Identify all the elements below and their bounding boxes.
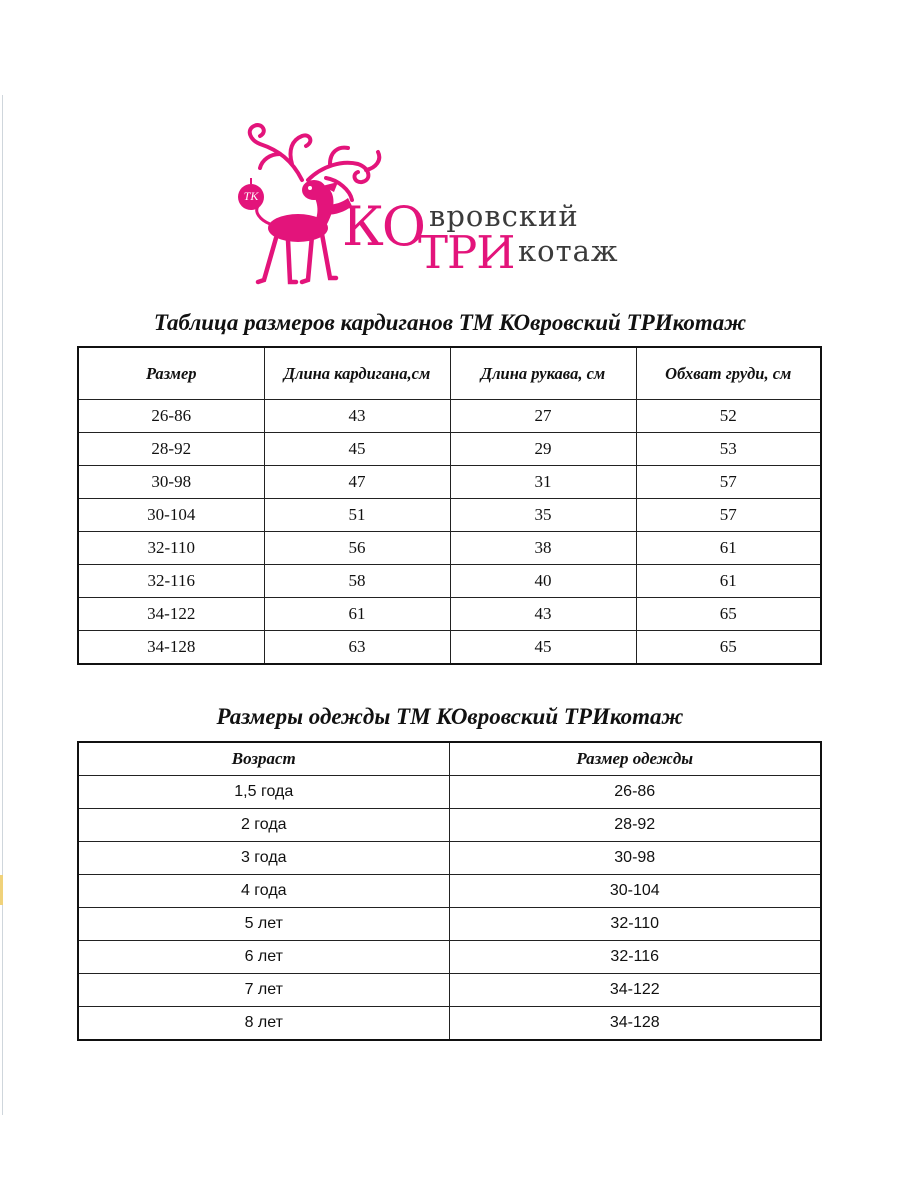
- table-row: [78, 842, 821, 875]
- cell-clothing-size: 30-104: [449, 875, 821, 908]
- cell-age: 3 года: [78, 842, 449, 875]
- cell-sleeve-length: 31: [450, 466, 636, 499]
- cardigan-size-table: [77, 346, 822, 665]
- header-size: Размер: [78, 347, 264, 400]
- cell-size: 32-110: [78, 532, 264, 565]
- cell-cardigan-length: 43: [264, 400, 450, 433]
- cell-clothing-size: 34-122: [449, 974, 821, 1007]
- clothing-table-title: Размеры одежды ТМ КОвровский ТРИкотаж: [216, 704, 684, 729]
- table-header-row: [78, 347, 821, 400]
- cell-sleeve-length: 45: [450, 631, 636, 665]
- table-row: [78, 499, 821, 532]
- cell-sleeve-length: 40: [450, 565, 636, 598]
- logo-word-ko: КО: [342, 195, 425, 258]
- header-sleeve-length: Длина рукава, см: [450, 347, 636, 400]
- table-row: [78, 400, 821, 433]
- table-row: [78, 1007, 821, 1041]
- cell-age: 8 лет: [78, 1007, 449, 1041]
- table-row: [78, 941, 821, 974]
- cell-size: 30-98: [78, 466, 264, 499]
- cell-clothing-size: 26-86: [449, 776, 821, 809]
- cell-cardigan-length: 47: [264, 466, 450, 499]
- cell-chest-girth: 57: [636, 499, 821, 532]
- logo-word-kotazh: котаж: [518, 234, 619, 268]
- header-age: Возраст: [78, 742, 449, 776]
- table-row: [78, 466, 821, 499]
- table-row: [78, 565, 821, 598]
- cell-chest-girth: 57: [636, 466, 821, 499]
- cell-size: 28-92: [78, 433, 264, 466]
- cell-age: 5 лет: [78, 908, 449, 941]
- cell-sleeve-length: 27: [450, 400, 636, 433]
- cell-chest-girth: 53: [636, 433, 821, 466]
- table-row: [78, 532, 821, 565]
- cell-clothing-size: 32-110: [449, 908, 821, 941]
- cell-sleeve-length: 29: [450, 433, 636, 466]
- cell-chest-girth: 52: [636, 400, 821, 433]
- cell-chest-girth: 61: [636, 532, 821, 565]
- cell-cardigan-length: 51: [264, 499, 450, 532]
- cell-size: 32-116: [78, 565, 264, 598]
- header-clothing-size: Размер одежды: [449, 742, 821, 776]
- table-row: [78, 809, 821, 842]
- logo-badge-letter: ТК: [243, 189, 259, 203]
- cell-cardigan-length: 45: [264, 433, 450, 466]
- table-row: [78, 433, 821, 466]
- cell-age: 2 года: [78, 809, 449, 842]
- cell-size: 26-86: [78, 400, 264, 433]
- cell-chest-girth: 65: [636, 631, 821, 665]
- cell-clothing-size: 30-98: [449, 842, 821, 875]
- table-row: [78, 875, 821, 908]
- logo-word-tri: ТРИ: [418, 226, 515, 279]
- cell-size: 34-122: [78, 598, 264, 631]
- cell-clothing-size: 28-92: [449, 809, 821, 842]
- cell-cardigan-length: 56: [264, 532, 450, 565]
- cell-age: 1,5 года: [78, 776, 449, 809]
- table-row: [78, 908, 821, 941]
- cardigan-table-title: Таблица размеров кардиганов ТМ КОвровский ТРИкотаж: [153, 310, 747, 335]
- table-row: [78, 631, 821, 665]
- header-cardigan-length: Длина кардигана,см: [264, 347, 450, 400]
- cell-age: 6 лет: [78, 941, 449, 974]
- cell-cardigan-length: 61: [264, 598, 450, 631]
- page-edge-mark: [0, 875, 3, 905]
- cell-age: 4 года: [78, 875, 449, 908]
- cell-sleeve-length: 35: [450, 499, 636, 532]
- cell-sleeve-length: 43: [450, 598, 636, 631]
- table-row: [78, 776, 821, 809]
- cell-size: 34-128: [78, 631, 264, 665]
- table-row: [78, 598, 821, 631]
- cell-cardigan-length: 63: [264, 631, 450, 665]
- clothing-size-table: [77, 741, 822, 1041]
- table-header-row: [78, 742, 821, 776]
- brand-logo: [230, 120, 670, 290]
- cell-clothing-size: 34-128: [449, 1007, 821, 1041]
- header-chest-girth: Обхват груди, см: [636, 347, 821, 400]
- cell-chest-girth: 65: [636, 598, 821, 631]
- cell-clothing-size: 32-116: [449, 941, 821, 974]
- logo-word-rovsky: вровский: [429, 199, 579, 233]
- cell-age: 7 лет: [78, 974, 449, 1007]
- page-edge-line: [2, 95, 3, 1115]
- table-row: [78, 974, 821, 1007]
- cell-cardigan-length: 58: [264, 565, 450, 598]
- cell-size: 30-104: [78, 499, 264, 532]
- cell-chest-girth: 61: [636, 565, 821, 598]
- cell-sleeve-length: 38: [450, 532, 636, 565]
